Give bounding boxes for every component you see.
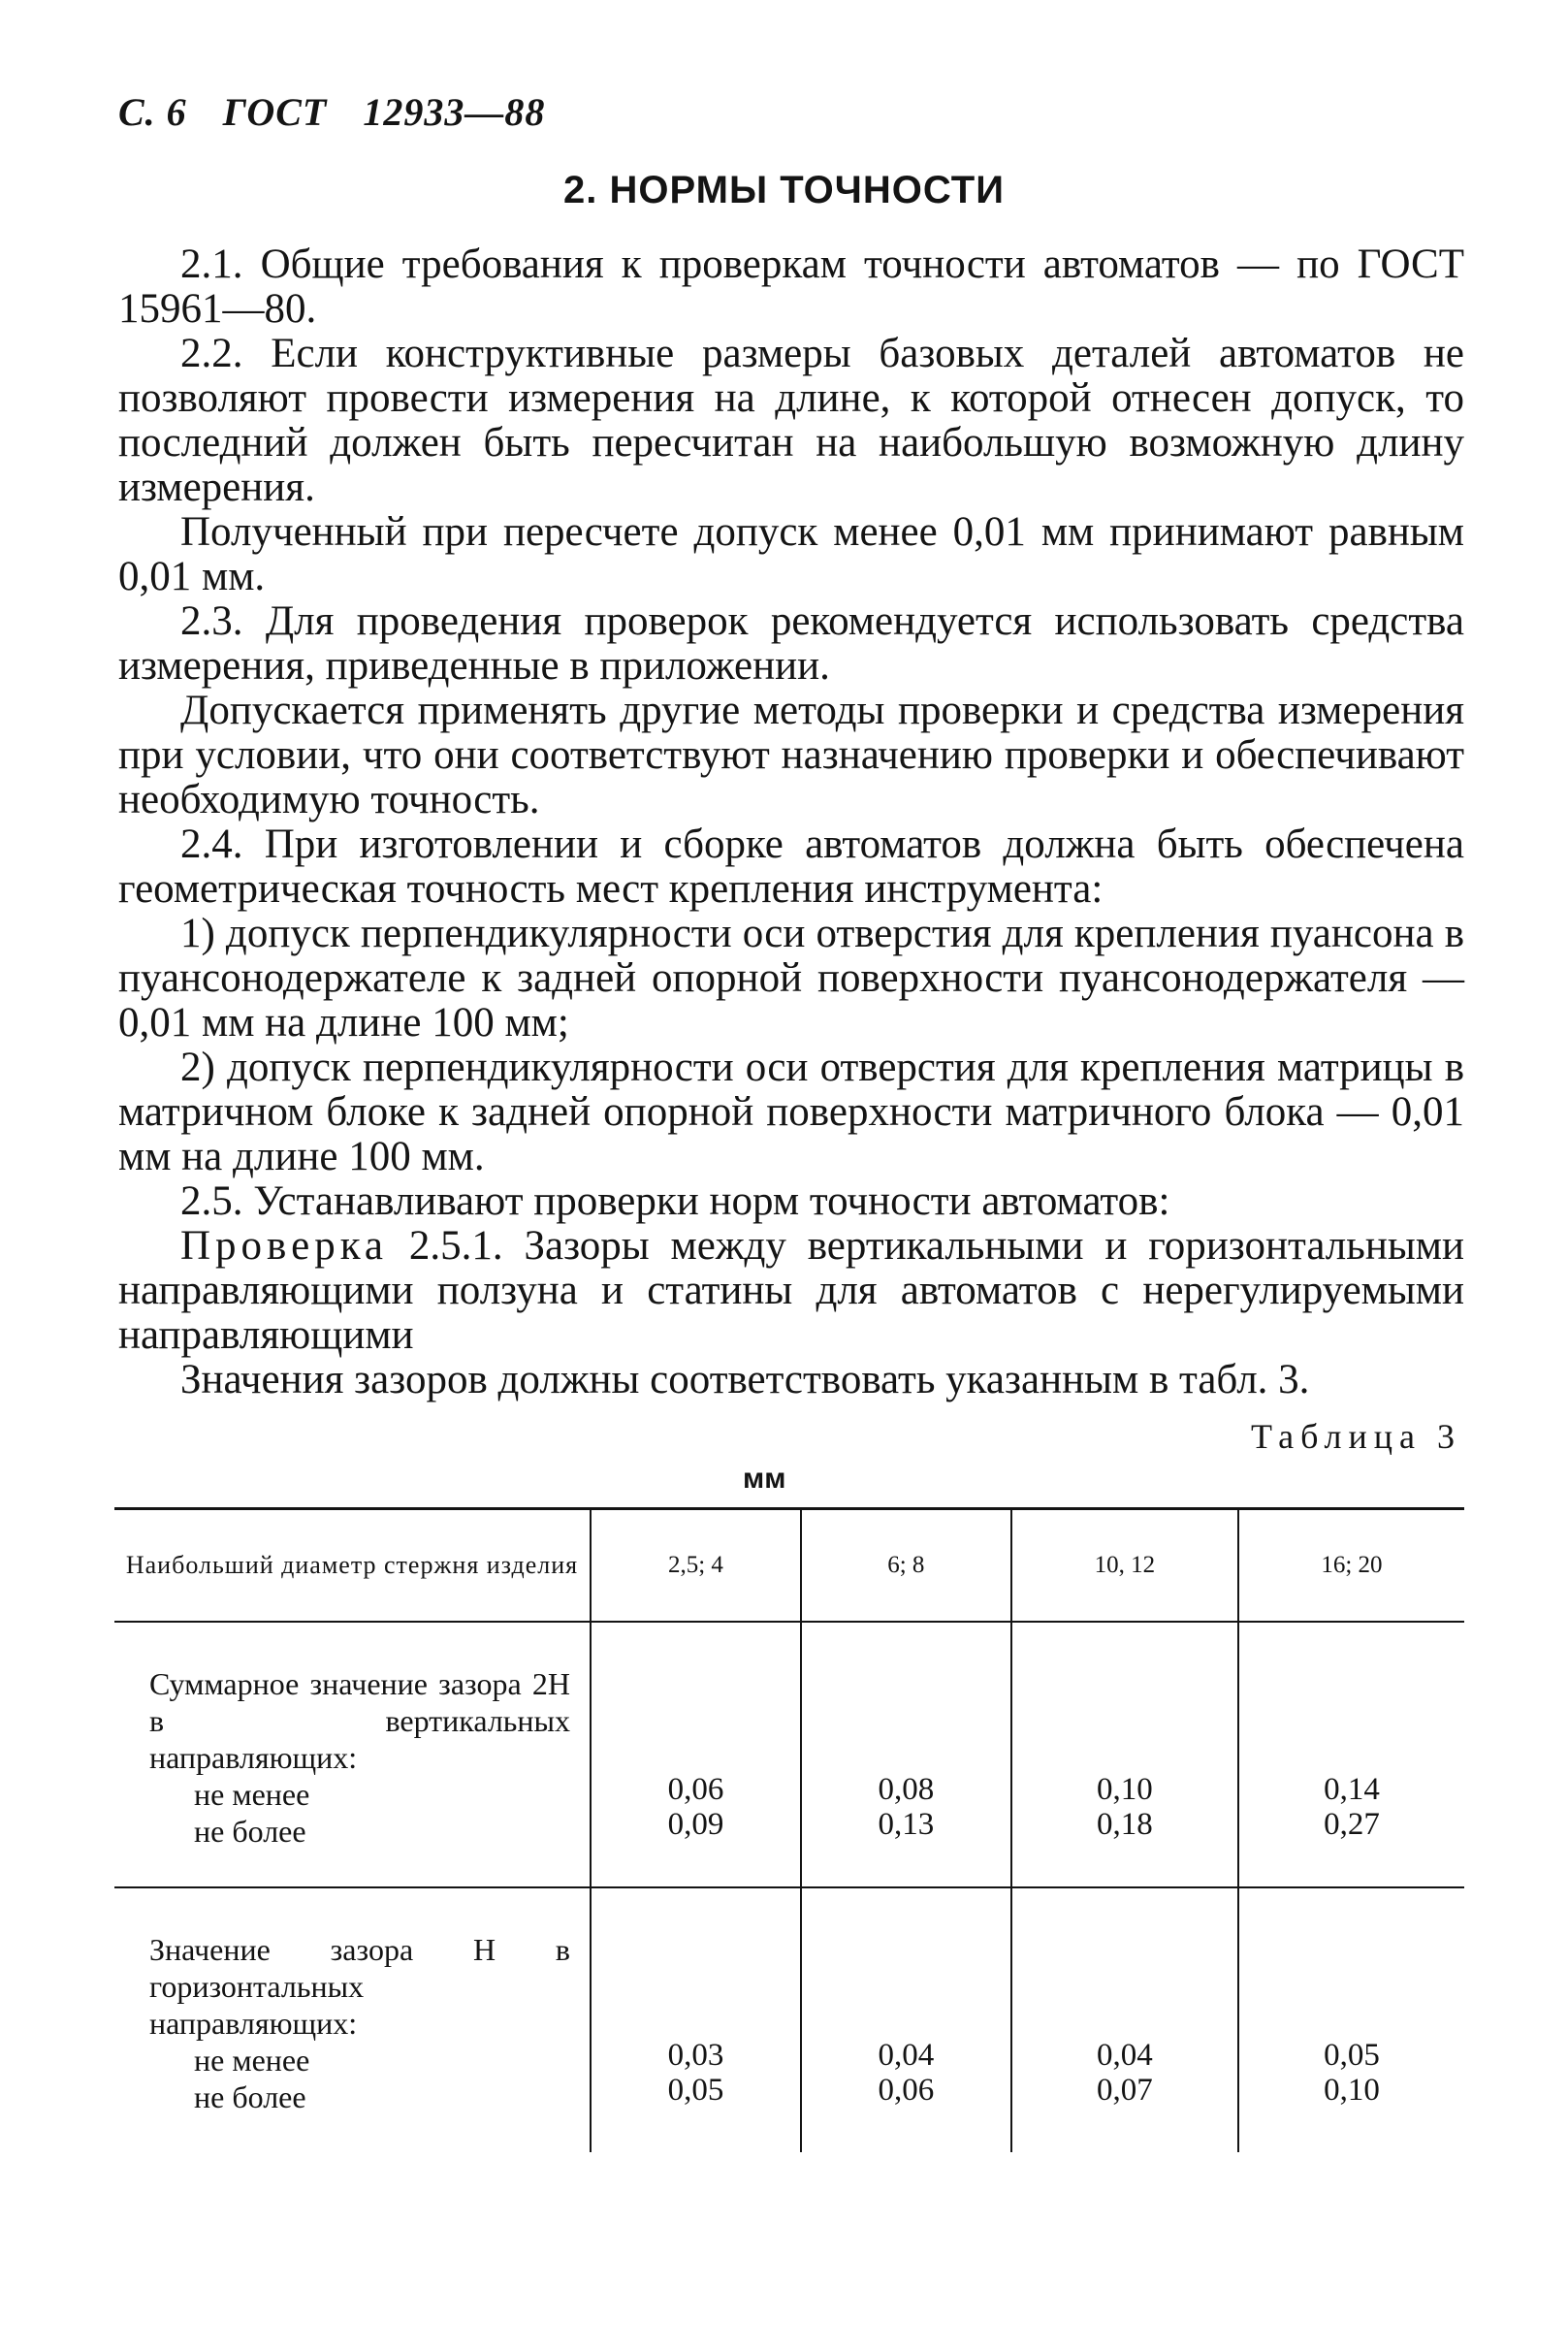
row-label: [114, 1622, 591, 1887]
max-value: 0,05: [667, 2073, 724, 2108]
paragraph-2-2: 2.2. Если конструктивные размеры базовых деталей автоматов не позволяют провести измерения на длине, к которой отнесен допуск, то последний должен быть пересчитан на наибольшую возможную длину измерения.: [118, 331, 1464, 510]
min-value: 0,08: [878, 1772, 935, 1807]
max-value: 0,13: [878, 1807, 935, 1842]
table-cell: [591, 1622, 801, 1887]
paragraph-check-2-5-1: [118, 1224, 1464, 1358]
min-label: не менее: [194, 2043, 310, 2078]
min-value: 0,14: [1324, 1772, 1380, 1807]
column-header: 6; 8: [801, 1509, 1011, 1623]
paragraph-2-2-note: Полученный при пересчете допуск менее 0,01 мм принимают равным 0,01 мм.: [118, 509, 1464, 599]
min-value: 0,06: [667, 1772, 724, 1807]
paragraph-2-3-note: Допускается применять другие методы проверки и средства измерения при условии, что они соответствуют назначению проверки и обеспечивают необходимую точность.: [118, 688, 1464, 822]
max-value: 0,09: [667, 1807, 724, 1842]
max-value: 0,27: [1324, 1807, 1380, 1842]
paragraph-2-5: 2.5. Устанавливают проверки норм точности автоматов:: [180, 1178, 1170, 1224]
paragraph-2-4-item-2: 2) допуск перпендикулярности оси отверстия для крепления матрицы в матричном блоке к задней опорной поверхности матричного блока — 0,01 мм на длине 100 мм.: [118, 1045, 1464, 1179]
table-row: [114, 1622, 1464, 1887]
max-label: не более: [194, 1814, 306, 1849]
row-label-text: Значение зазора H в горизонтальных направляющих:: [149, 1932, 570, 2041]
page-header: [118, 89, 570, 135]
min-value: 0,05: [1324, 2038, 1380, 2073]
table-cell: [591, 1887, 801, 2152]
min-value: 0,10: [1096, 1772, 1153, 1807]
paragraph-2-4: 2.4. При изготовлении и сборке автоматов должна быть обеспечена геометрическая точность мест крепления инструмента:: [118, 822, 1464, 912]
max-value: 0,07: [1096, 2073, 1153, 2108]
table-cell: [801, 1622, 1011, 1887]
column-header: 10, 12: [1011, 1509, 1238, 1623]
min-value: 0,04: [1096, 2038, 1153, 2073]
max-value: 0,18: [1096, 1807, 1153, 1842]
table-unit: мм: [743, 1463, 786, 1495]
check-description: 2.5.1. Зазоры между вертикальными и горизонтальными направляющими ползуна и статины для автоматов с нерегулируемыми направляющими: [118, 1223, 1464, 1358]
min-value: 0,04: [878, 2038, 935, 2073]
row-label: [114, 1887, 591, 2152]
row-label-text: Суммарное значение зазора 2H в вертикальных направляющих:: [149, 1666, 570, 1775]
table-cell: [1011, 1622, 1238, 1887]
check-lead-word: Проверка: [180, 1223, 389, 1269]
table-caption: Таблица 3: [1251, 1417, 1461, 1456]
min-value: 0,03: [667, 2038, 724, 2073]
max-label: не более: [194, 2079, 306, 2114]
min-label: не менее: [194, 1777, 310, 1812]
table-header-row: [114, 1509, 1464, 1623]
table-row: [114, 1887, 1464, 2152]
table-row-header: Наибольший диаметр стержня изделия: [125, 1551, 579, 1579]
section-title: 2. НОРМЫ ТОЧНОСТИ: [563, 169, 1005, 211]
clearance-table: [114, 1507, 1464, 2152]
max-value: 0,10: [1324, 2073, 1380, 2108]
standard-number: 12933—88: [363, 90, 546, 134]
table-cell: [1238, 1622, 1464, 1887]
column-header: 16; 20: [1238, 1509, 1464, 1623]
table-cell: [1011, 1887, 1238, 2152]
paragraph-2-1: 2.1. Общие требования к проверкам точности автоматов — по ГОСТ 15961—80.: [118, 242, 1464, 332]
paragraph-2-4-item-1: 1) допуск перпендикулярности оси отверстия для крепления пуансона в пуансонодержателе к задней опорной поверхности пуансонодержателя — 0,01 мм на длине 100 мм;: [118, 911, 1464, 1046]
table-cell: [801, 1887, 1011, 2152]
standard-label: ГОСТ: [222, 90, 328, 134]
paragraph-2-3: 2.3. Для проведения проверок рекомендуется использовать средства измерения, приведенные в приложении.: [118, 598, 1464, 689]
page-number: С. 6: [118, 90, 187, 134]
body-text: [118, 242, 1464, 1402]
paragraph-table-reference: Значения зазоров должны соответствовать указанным в табл. 3.: [180, 1357, 1310, 1402]
column-header: 2,5; 4: [591, 1509, 801, 1623]
max-value: 0,06: [878, 2073, 935, 2108]
table-cell: [1238, 1887, 1464, 2152]
